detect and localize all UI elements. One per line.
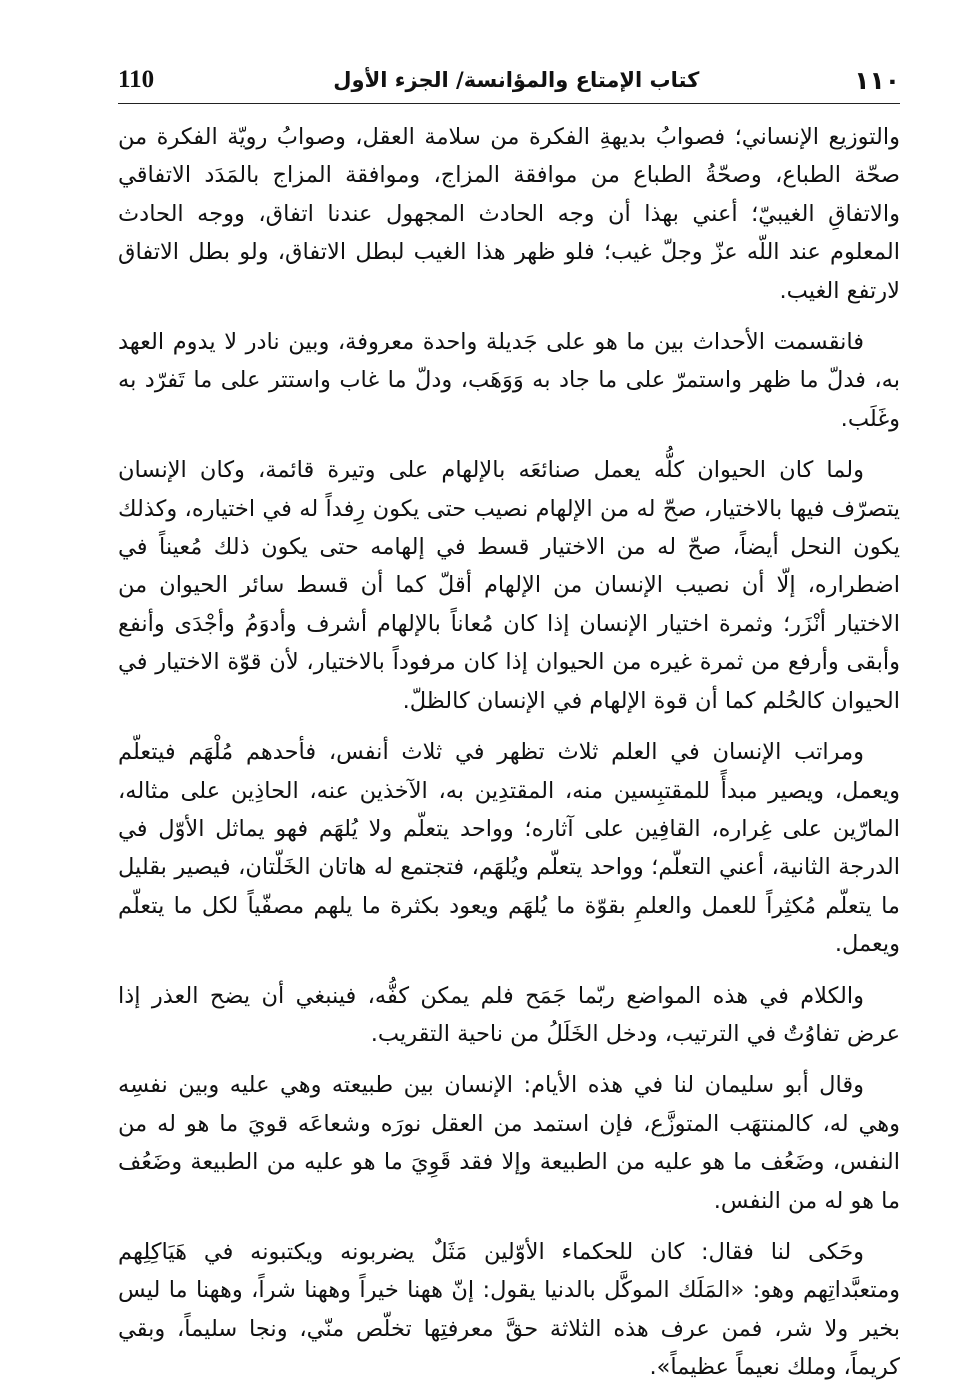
page-header — [118, 62, 900, 98]
paragraph-5: والكلام في هذه المواضع ربّما جَمَح فلم يمكن كفُّه، فينبغي أن يضح العذر إذا عرض تفاوُتٌ في الترتيب، ودخل الخَلَلُ من ناحية التقريب. — [118, 982, 900, 1047]
paragraph-1: والتوزيع الإنساني؛ فصوابُ بديهةِ الفكرة من سلامة العقل، وصوابُ رويّة الفكرة من صحّة الطباع، وصحّةُ الطباع من موافقة المزاج، وموافقة المزاج بالمَدَد الاتفاقي والاتفاقِ الغيبيّ؛ أعني بهذا أن وجه الحادث المجهول عندنا اتفاق، ووجه الحادث المعلوم عند اللّه عزّ وجلّ غيب؛ فلو ظهر هذا الغيب لبطل الاتفاق، ولو بطل الاتفاق لارتفع الغيب. — [118, 124, 900, 304]
page-number-arabic: ١١٠ — [854, 65, 900, 95]
header-rule — [118, 103, 900, 104]
page-number-latin: 110 — [118, 66, 155, 93]
paragraph-6: وقال أبو سليمان لنا في هذه الأيام: الإنسان بين طبيعته وهي عليه وبين نفسِه وهي له، كالمنتهَب المتوزَّع، فإن استمد من العقل نورَه وشعاعَه قويَ ما هو له من النفس، وضَعُف ما هو عليه من الطبيعة وإلا فقد قَوِيَ ما هو عليه من الطبيعة وضَعُف ما هو له من النفس. — [118, 1072, 900, 1214]
paragraph-2: فانقسمت الأحداث بين ما هو على جَديلة واحدة معروفة، وبين نادر لا يدوم العهد به، فدلّ ما ظهر واستمرّ على ما جاد به وَوَهَب، ودلّ ما غاب واستتر على ما تَفرّد به وغَلَب. — [118, 329, 900, 432]
running-title: كتاب الإمتاع والمؤانسة/ الجزء الأول — [333, 68, 700, 92]
paragraph-7: وحَكى لنا فقال: كان للحكماء الأوّلين مَثَلٌ يضربونه ويكتبونه في هَيَاكِلِهم ومتعبَّداتِهم وهو: «المَلَك الموكَّل بالدنيا يقول: إنّ ههنا خيراً وههنا شراً، وههنا ما ليس بخير ولا شر، فمن عرف هذه الثلاثة حقَّ معرفتِها تخلّص منّي، ونجا سليماً، وبقي كريماً، وملك نعيماً عظيماً». — [118, 1238, 900, 1381]
paragraph-4: ومراتب الإنسان في العلم ثلاث تظهر في ثلاث أنفس، فأحدهم مُلْهَم فيتعلّم ويعمل، ويصير مبدأً للمقتبِسين منه، المقتدِين به، الآخذين عنه، الحاذِين على مثاله، المارّين على غِراره، القافِين على آثاره؛ وواحد يتعلّم ولا يُلهَم فهو يماثل الأوّل في الدرجة الثانية، أعني التعلّم؛ وواحد يتعلّم ويُلهَم، فتجتمع له هاتان الخَلّتان، فيصير بقليل ما يتعلّم مُكثِراً للعمل والعلمِ بقوّة ما يُلهَم ويعود بكثرة ما يلهم مصفّياً لكل ما يتعلّم ويعمل. — [118, 739, 900, 958]
paragraph-3: ولما كان الحيوان كلُّه يعمل صنائعَه بالإلهام على وتيرة قائمة، وكان الإنسان يتصرّف فيها بالاختيار، صحّ له من الإلهام نصيب حتى يكون رِفداً له في اختياره، وكذلك يكون النحل أيضاً، صحّ له من الاختيار قسط في إلهامه حتى يكون ذلك مُعيناً في اضطراره، إلّا أن نصيب الإنسان من الإلهام أقلّ كما أن قسط سائر الحيوان من الاختيار أنْزَر؛ وثمرة اختيار الإنسان إذا كان مُعاناً بالإلهام أشرف وأدوَمُ وأجْدَى وأنفع وأبقى وأرفع من ثمرة غيره من الحيوان إذا كان مرفوداً بالاختيار، لأن قوّة الاختيار في الحيوان كالحُلم كما أن قوة الإلهام في الإنسان كالظلّ. — [118, 457, 900, 714]
body-text — [118, 118, 900, 1400]
